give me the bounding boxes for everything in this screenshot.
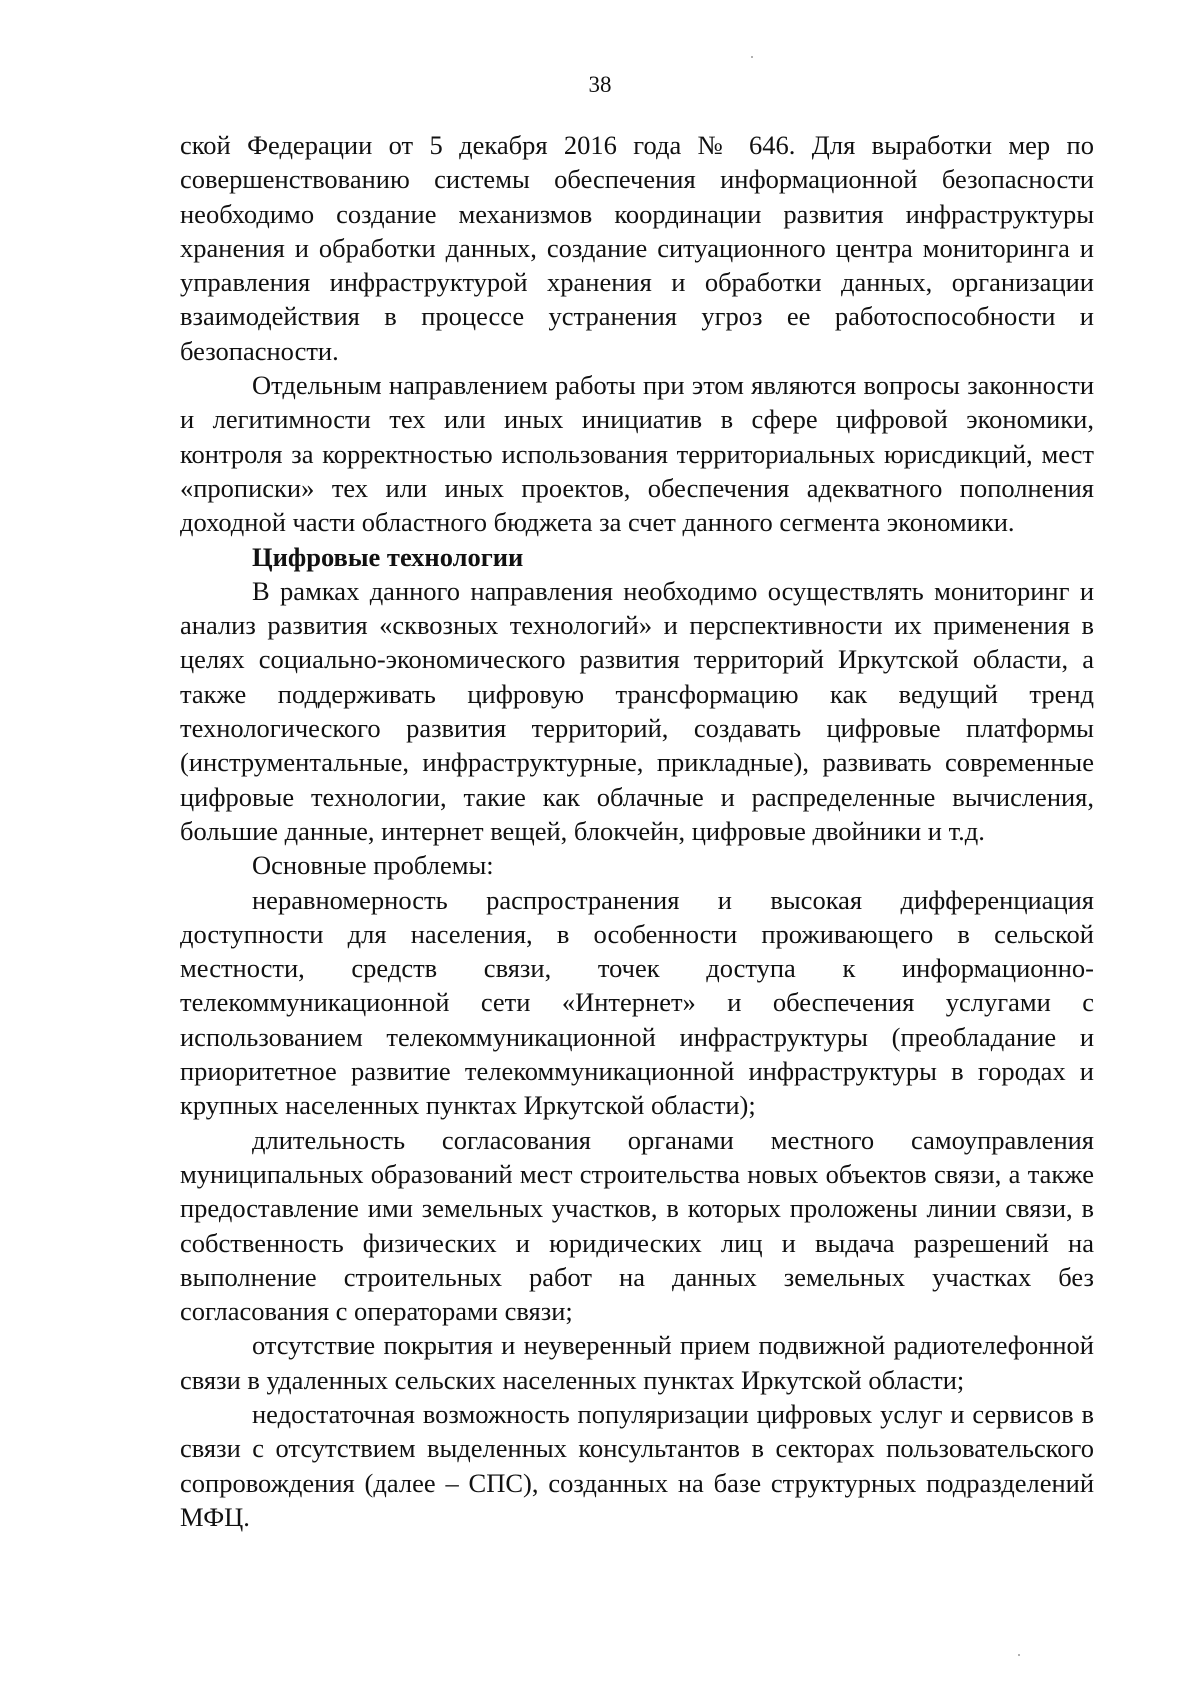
paragraph-problem-approval-duration: длительность согласования органами местного самоуправления муниципальных образований мест строительства новых объектов связи, а также предоставление ими земельных участков, в которых проложены линии связи, в собственность физических и юридических лиц и выдача разрешений на выполнение строительных работ на данных земельных участках без согласования с операторами связи; xyxy=(180,1124,1094,1327)
scan-artifact-dot xyxy=(751,56,753,58)
paragraph-digital-tech: В рамках данного направления необходимо осуществлять мониторинг и анализ развития «сквозных технологий» и перспективности их применения в целях социально-экономического развития территорий Иркутской области, а также поддерживать цифровую трансформацию как ведущий тренд технологического развития территорий, создавать цифровые платформы (инструментальные, инфраструктурные, прикладные), развивать современные цифровые технологии, такие как облачные и распределенные вычисления, большие данные, интернет вещей, блокчейн, цифровые двойники и т.д. xyxy=(180,575,1094,846)
paragraph-legitimacy: Отдельным направлением работы при этом являются вопросы законности и легитимности тех или иных инициатив в сфере цифровой экономики, контроля за корректностью использования территориальных юрисдикций, мест «прописки» тех или иных проектов, обеспечения адекватного пополнения доходной части областного бюджета за счет данного сегмента экономики. xyxy=(180,370,1094,538)
paragraph-continuation: ской Федерации от 5 декабря 2016 года № 646. Для выработки мер по совершенствованию системы обеспечения информационной безопасности необходимо создание механизмов координации развития инфраструктуры хранения и обработки данных, создание ситуационного центра мониторинга и управления инфраструктурой хранения и обработки данных, организации взаимодействия в процессе устранения угроз ее работоспособности и безопасности. xyxy=(180,130,1094,366)
section-heading: Цифровые технологии xyxy=(252,541,524,572)
paragraph-problem-coverage: отсутствие покрытия и неуверенный прием подвижной радиотелефонной связи в удаленных сельских населенных пунктах Иркутской области; xyxy=(180,1330,1094,1395)
paragraph-problems-intro: Основные проблемы: xyxy=(252,850,494,881)
paragraph-problem-popularization: недостаточная возможность популяризации цифровых услуг и сервисов в связи с отсутствием выделенных консультантов в секторах пользовательского сопровождения (далее – СПС), созданных на базе структурных подразделений МФЦ. xyxy=(180,1398,1094,1532)
paragraph-problem-uneven-access: неравномерность распространения и высокая дифференциация доступности для населения, в особенности проживающего в сельской местности, средств связи, точек доступа к информационно-телекоммуникационной сети «Интернет» и обеспечения услугами с использованием телекоммуникационной инфраструктуры (преобладание и приоритетное развитие телекоммуникационной инфраструктуры в городах и крупных населенных пунктах Иркутской области); xyxy=(180,884,1094,1121)
document-body xyxy=(180,128,1094,1534)
page-number: 38 xyxy=(588,72,612,97)
scan-artifact-dot xyxy=(1018,1654,1020,1656)
